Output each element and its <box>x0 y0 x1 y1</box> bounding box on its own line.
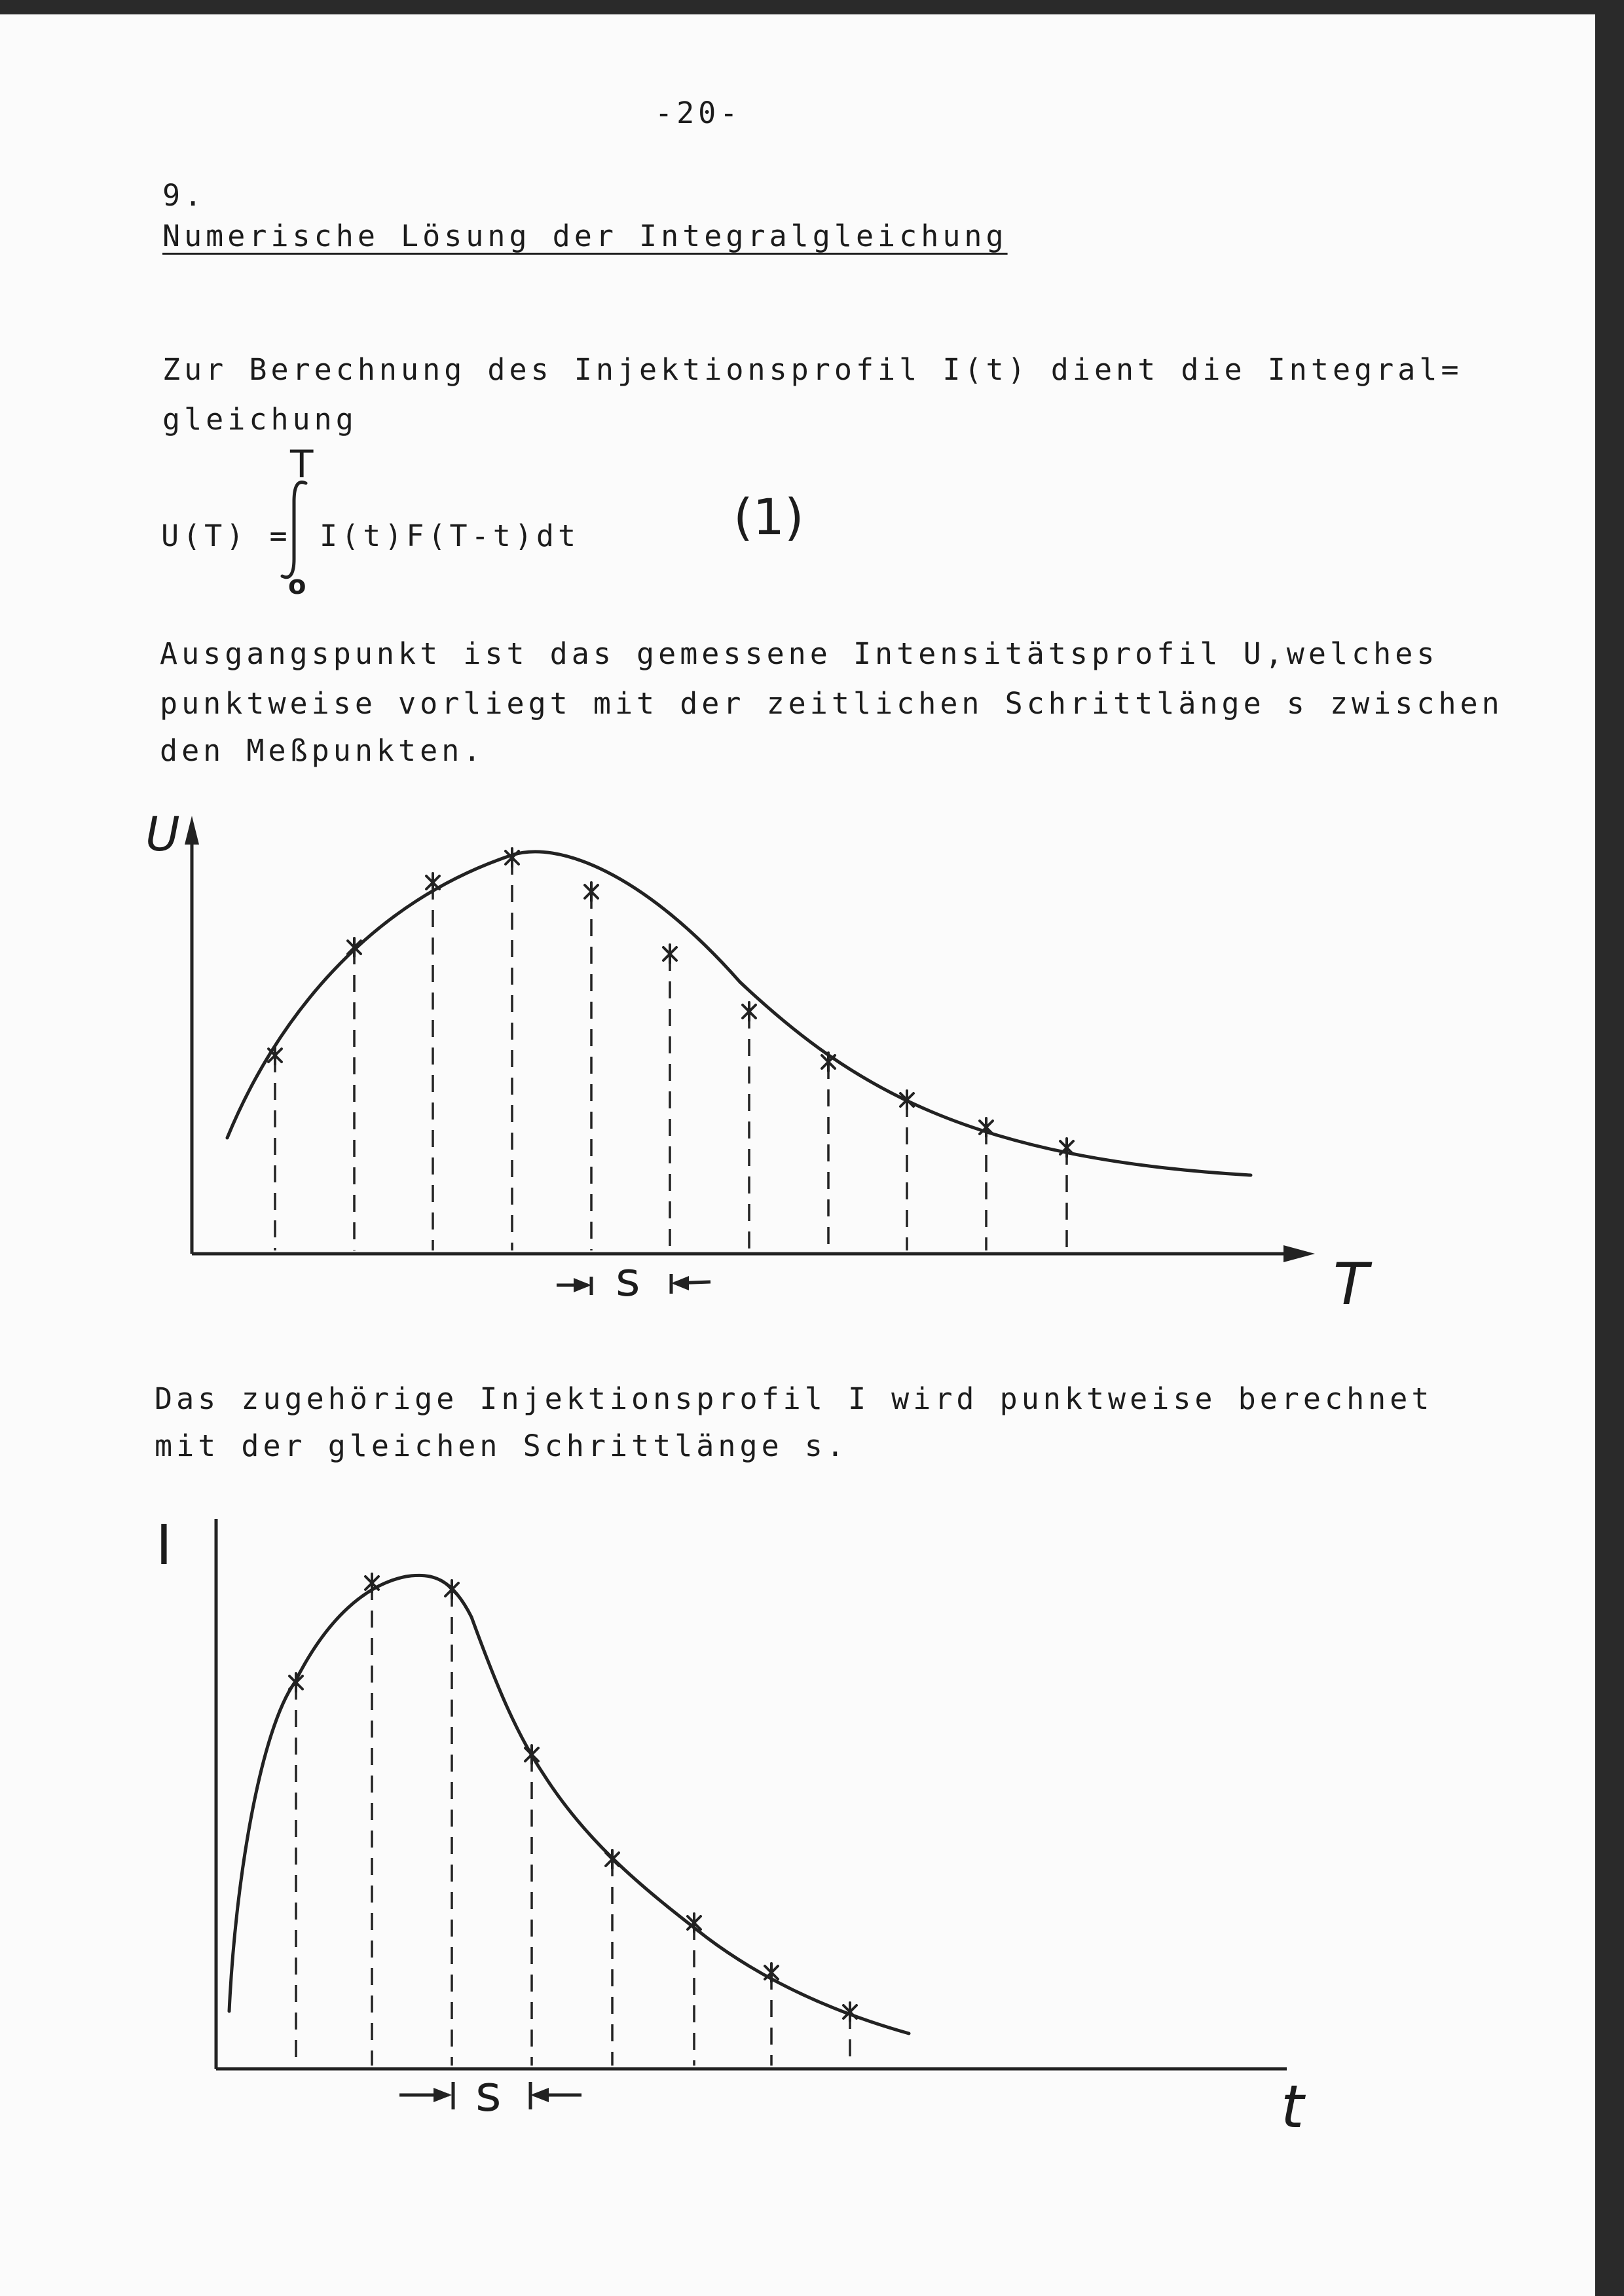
section-number: 9. <box>162 178 206 213</box>
figure2-sample-lines <box>296 1583 850 2066</box>
equation-lhs: U(T) = <box>161 519 291 553</box>
figure2-step-arrowhead-right <box>530 2088 549 2102</box>
paragraph2-line1: Ausgangspunkt ist das gemessene Intensitätsprofil U,welches <box>160 636 1439 671</box>
figure2-step-label: s <box>475 2064 502 2123</box>
figure2-sample-marker <box>365 1574 378 1592</box>
figure2-y-label: I <box>156 1513 172 1577</box>
equation-integrand: I(t)F(T-t)dt <box>320 519 580 553</box>
paragraph1-line2: gleichung <box>162 402 358 437</box>
paragraph1-line1: Zur Berechnung des Injektionsprofil I(t) dient die Integral= <box>162 352 1463 387</box>
figure1-step-label: s <box>616 1252 640 1307</box>
figure2-curve <box>229 1575 909 2033</box>
paragraph3-line2: mit der gleichen Schrittlänge s. <box>155 1429 848 1463</box>
figure2-sample-markers <box>289 1574 857 2021</box>
equation-number: (1) <box>733 488 804 546</box>
figure1-y-label: U <box>145 807 180 862</box>
figure2-sample-marker <box>525 1745 538 1764</box>
figure2-x-label: t <box>1281 2073 1304 2141</box>
paragraph2-line2: punktweise vorliegt mit der zeitlichen Schrittlänge s zwischen <box>160 686 1504 721</box>
section-title: Numerische Lösung der Integralgleichung <box>162 219 1008 253</box>
page-number: -20- <box>655 96 742 130</box>
figure2-sample-marker <box>445 1580 458 1599</box>
figure1-x-label: T <box>1333 1250 1369 1318</box>
figure2-step-arrowhead-left <box>434 2088 452 2102</box>
paragraph2-line3: den Meßpunkten. <box>160 733 485 768</box>
figure2-sample-marker <box>765 1963 778 1982</box>
figure2-sample-marker <box>606 1850 619 1868</box>
figure2-sample-marker <box>289 1673 303 1692</box>
integral-lower-limit: o <box>288 570 306 600</box>
paragraph3-line1: Das zugehörige Injektionsprofil I wird punktweise berechnet <box>155 1381 1433 1416</box>
integral-upper-limit: T <box>290 442 314 486</box>
